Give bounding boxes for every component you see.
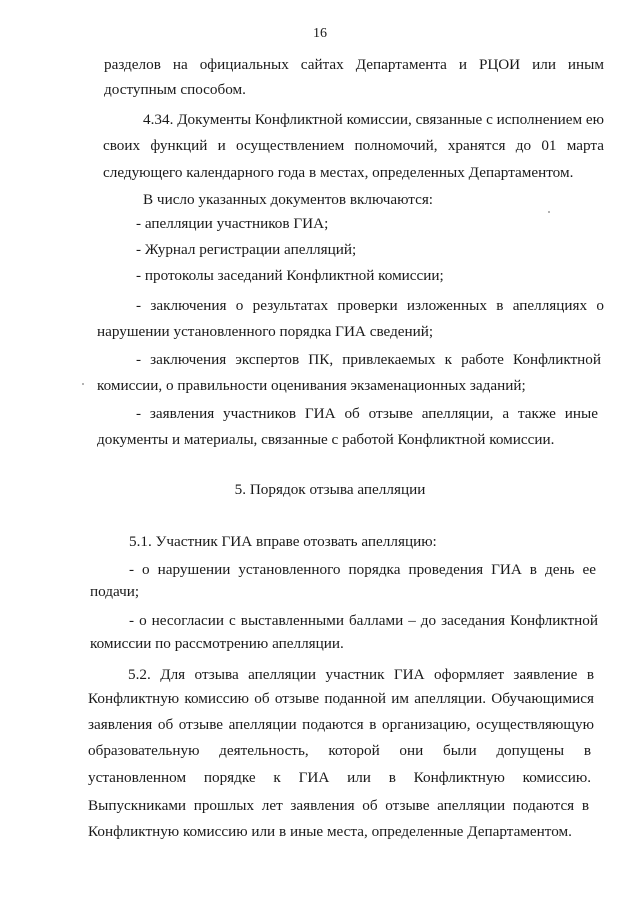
- list-item: - заявления участников ГИА об отзыве апелляции, а также иные: [136, 405, 598, 422]
- list-item-continuation: документы и материалы, связанные с работой Конфликтной комиссии.: [97, 431, 555, 448]
- paragraph-line: разделов на официальных сайтах Департамента и РЦОИ или иным: [104, 56, 604, 73]
- list-intro: В число указанных документов включаются:: [143, 191, 434, 208]
- list-item-continuation: комиссии, о правильности оценивания экзаменационных заданий;: [97, 377, 526, 394]
- section-heading: 5. Порядок отзыва апелляции: [234, 481, 426, 498]
- paragraph-line: 5.1. Участник ГИА вправе отозвать апелляцию:: [129, 533, 437, 550]
- list-item: - Журнал регистрации апелляций;: [136, 241, 357, 258]
- paragraph-line: Выпускниками прошлых лет заявления об отзыве апелляции подаются в: [88, 797, 589, 814]
- paragraph-line: Конфликтную комиссию об отзыве поданной им апелляции. Обучающимися: [88, 690, 594, 707]
- paragraph-line: следующего календарного года в местах, определенных Департаментом.: [103, 164, 574, 181]
- list-item: - заключения о результатах проверки изложенных в апелляциях о: [136, 297, 604, 314]
- paragraph-line: доступным способом.: [104, 81, 246, 98]
- list-item: - о нарушении установленного порядка проведения ГИА в день ее: [129, 561, 596, 578]
- paragraph-line: образовательную деятельность, которой они были допущены в: [88, 742, 591, 759]
- scan-speck: [548, 211, 550, 213]
- list-item-continuation: комиссии по рассмотрению апелляции.: [90, 635, 344, 652]
- list-item: - апелляции участников ГИА;: [136, 215, 329, 232]
- list-item: - протоколы заседаний Конфликтной комиссии;: [136, 267, 444, 284]
- list-item: - о несогласии с выставленными баллами – до заседания Конфликтной: [129, 612, 598, 629]
- paragraph-line: 4.34. Документы Конфликтной комиссии, связанные с исполнением ею: [143, 111, 604, 128]
- list-item-continuation: подачи;: [90, 583, 140, 600]
- list-item-continuation: нарушении установленного порядка ГИА сведений;: [97, 323, 434, 340]
- paragraph-line: установленном порядке к ГИА или в Конфликтную комиссию.: [88, 769, 591, 786]
- paragraph-line: 5.2. Для отзыва апелляции участник ГИА оформляет заявление в: [128, 666, 594, 683]
- paragraph-line: своих функций и осуществлением полномочий, хранятся до 01 марта: [103, 137, 604, 154]
- scan-speck: [82, 383, 84, 385]
- page-number: 16: [313, 26, 327, 41]
- list-item: - заключения экспертов ПК, привлекаемых к работе Конфликтной: [136, 351, 601, 368]
- paragraph-line: заявления об отзыве апелляции подаются в организацию, осуществляющую: [88, 716, 594, 733]
- paragraph-line: Конфликтную комиссию или в иные места, определенные Департаментом.: [88, 823, 572, 840]
